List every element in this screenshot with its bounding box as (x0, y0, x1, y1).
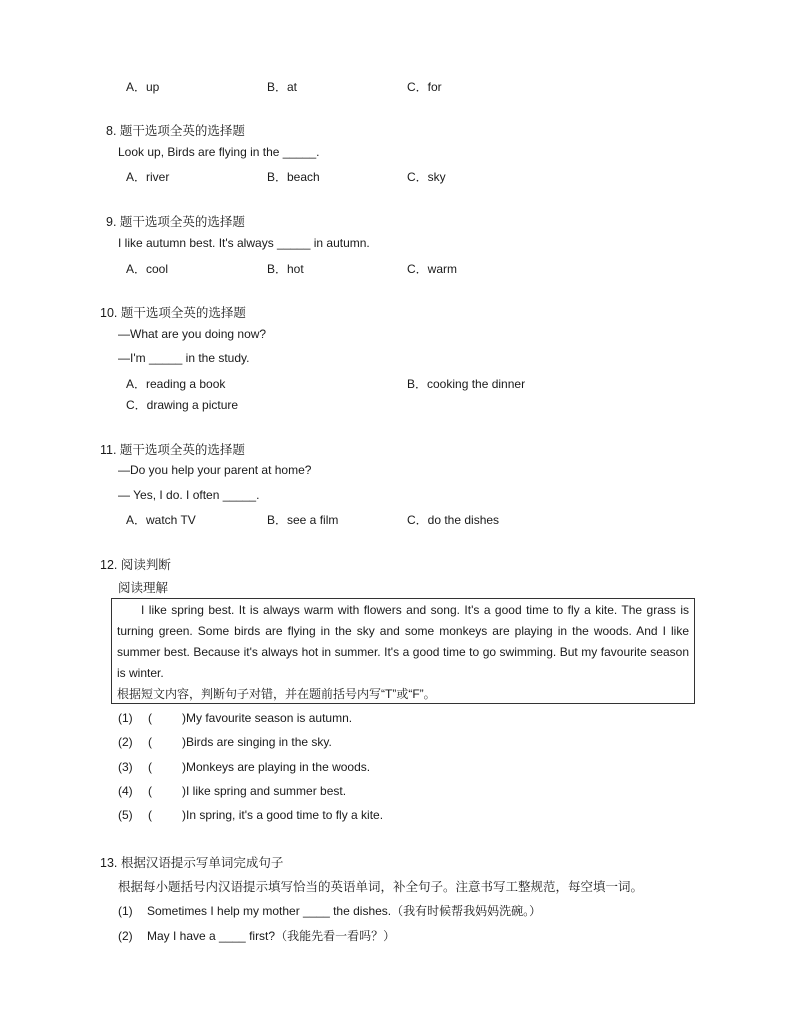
q12-item-5 (118, 808, 383, 822)
q10-line-2: —I'm _____ in the study. (118, 351, 250, 365)
q7-option-c: C．for (407, 80, 442, 94)
q8-heading: 8. 题干选项全英的选择题 (106, 124, 245, 138)
item-text: )My favourite season is autumn. (182, 711, 353, 725)
item-number: (4) (118, 784, 133, 798)
item-number: (2) (118, 735, 133, 749)
q12-item-3 (118, 760, 370, 774)
answer-paren[interactable]: ( (148, 784, 152, 798)
q10-option-b: B．cooking the dinner (407, 377, 526, 391)
q13-instruction: 根据每小题括号内汉语提示填写恰当的英语单词，补全句子。注意书写工整规范，每空填一词。 (118, 880, 644, 894)
passage-text (117, 600, 689, 705)
q9-option-a: A．cool (126, 262, 169, 276)
item-text: )I like spring and summer best. (182, 784, 347, 798)
q13-heading: 13. 根据汉语提示写单词完成句子 (100, 856, 284, 870)
item-text: )Birds are singing in the sky. (182, 735, 332, 749)
q10-option-a: A．reading a book (126, 377, 226, 391)
item-number: (1) (118, 711, 133, 725)
q12-subheading: 阅读理解 (118, 581, 169, 595)
q9-option-c: C．warm (407, 262, 457, 276)
q7-option-a: A．up (126, 80, 160, 94)
q7-option-b: B．at (267, 80, 298, 94)
q8-option-b: B．beach (267, 170, 320, 184)
q10-line-1: —What are you doing now? (118, 327, 267, 341)
q11-option-a: A．watch TV (126, 513, 196, 527)
q11-option-c: C．do the dishes (407, 513, 500, 527)
q11-option-b: B．see a film (267, 513, 339, 527)
item-text: May I have a ____ first?（我能先看一看吗？） (147, 929, 396, 943)
q13-item-1 (118, 902, 541, 919)
q12-heading: 12. 阅读判断 (100, 558, 171, 572)
item-number: (2) (118, 929, 133, 943)
q10-option-c: C．drawing a picture (126, 398, 239, 412)
q8-option-c: C．sky (407, 170, 446, 184)
q9-heading: 9. 题干选项全英的选择题 (106, 215, 245, 229)
answer-paren[interactable]: ( (148, 760, 152, 774)
passage-instruction: 根据短文内容，判断句子对错，并在题前括号内写“T”或“F”。 (117, 687, 436, 701)
answer-paren[interactable]: ( (148, 735, 152, 749)
q10-heading: 10. 题干选项全英的选择题 (100, 306, 246, 320)
q12-item-2 (118, 735, 332, 749)
answer-paren[interactable]: ( (148, 711, 152, 725)
q9-stem: I like autumn best. It's always _____ in autumn. (118, 236, 370, 250)
passage-body: I like spring best. It is always warm with flowers and song. It's a good time to fly a kite. The grass is turning green. Some birds are flying in the sky and some monkeys are playing in the woods. And I like summer best. Because it's always hot in summer. It's a good time to go swimming. But my favourite season is winter. (117, 603, 689, 680)
item-number: (3) (118, 760, 133, 774)
q12-item-4 (118, 784, 346, 798)
item-number: (1) (118, 904, 133, 918)
item-text: )Monkeys are playing in the woods. (182, 760, 371, 774)
q11-line-1: —Do you help your parent at home? (118, 463, 312, 477)
item-text: )In spring, it's a good time to fly a kite. (182, 808, 384, 822)
q11-heading: 11. 题干选项全英的选择题 (100, 443, 245, 457)
q11-line-2: — Yes, I do. I often _____. (118, 488, 260, 502)
answer-paren[interactable]: ( (148, 808, 152, 822)
item-number: (5) (118, 808, 133, 822)
q13-item-2 (118, 927, 395, 944)
q8-option-a: A．river (126, 170, 170, 184)
q12-item-1 (118, 711, 352, 725)
q9-option-b: B．hot (267, 262, 304, 276)
item-text: Sometimes I help my mother ____ the dishes.（我有时候帮我妈妈洗碗。） (147, 904, 542, 918)
q8-stem: Look up, Birds are flying in the _____. (118, 145, 320, 159)
